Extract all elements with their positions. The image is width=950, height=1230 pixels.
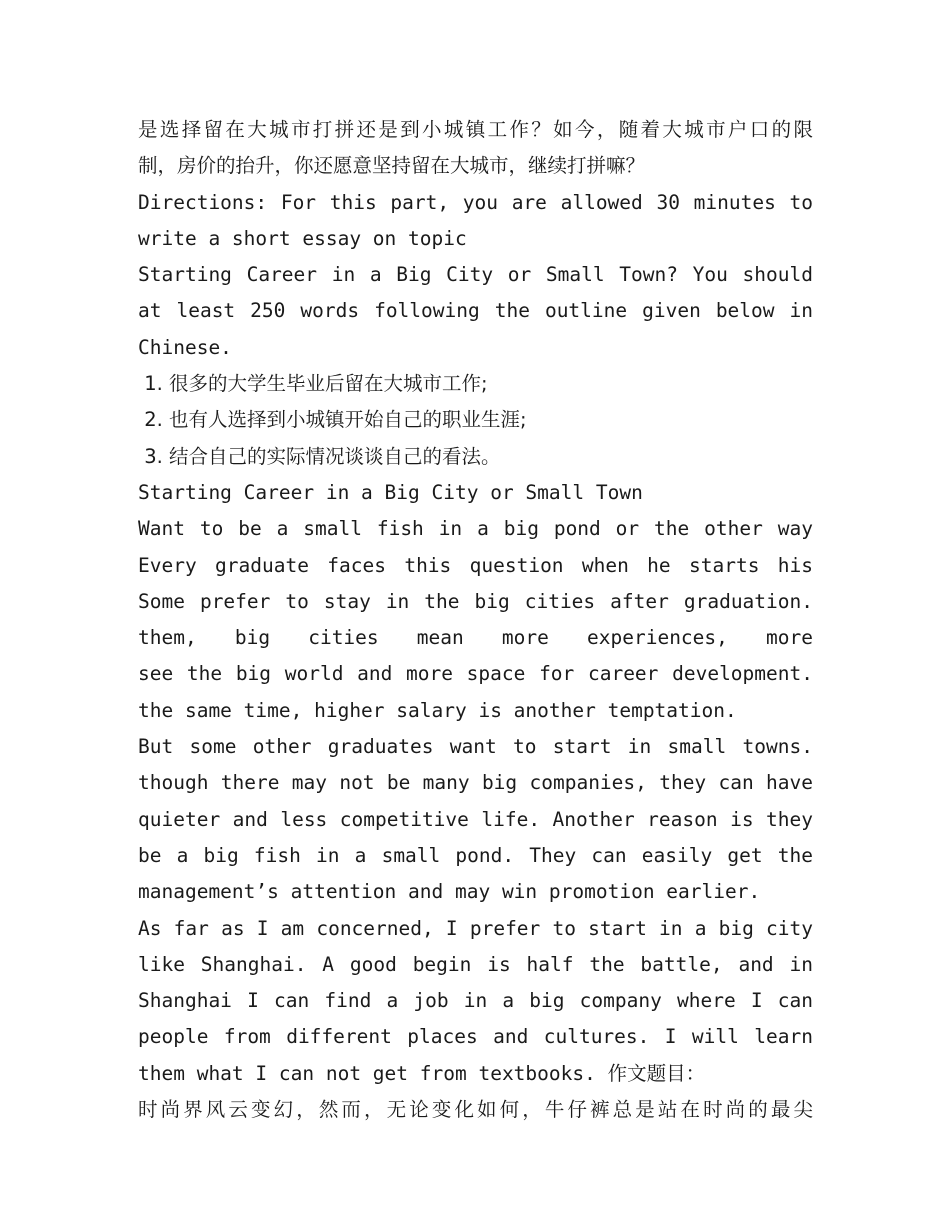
text-line: As far as I am concerned, I prefer to start in a big city bbox=[138, 916, 813, 940]
text-line: 1. 很多的大学生毕业后留在大城市工作; bbox=[138, 372, 488, 396]
text-line: the same time, higher salary is another temptation. bbox=[138, 698, 737, 722]
text-line: people from different places and cultures. I will learn bbox=[138, 1025, 813, 1049]
text-line: 制，房价的抬升，你还愿意坚持留在大城市，继续打拼嘛？ bbox=[138, 154, 646, 178]
text-line: Shanghai I can find a job in a big company where I can bbox=[138, 989, 813, 1013]
text-line: write a short essay on topic bbox=[138, 226, 467, 250]
text-line: 3. 结合自己的实际情况谈谈自己的看法。 bbox=[138, 444, 501, 468]
text-line: like Shanghai. A good begin is half the battle, and in bbox=[138, 952, 813, 976]
text-line: them what I can not get from textbooks. 作文题目： bbox=[138, 1061, 706, 1085]
text-line: 2. 也有人选择到小城镇开始自己的职业生涯; bbox=[138, 408, 527, 432]
text-line: 时尚界风云变幻，然而，无论变化如何，牛仔裤总是站在时尚的最尖 bbox=[138, 1098, 813, 1122]
text-line: at least 250 words following the outline given below in bbox=[138, 299, 813, 323]
text-line: though there may not be many big companies, they can have bbox=[138, 771, 813, 795]
text-line: see the big world and more space for career development. bbox=[138, 662, 813, 686]
text-line: them, big cities mean more experiences, more bbox=[138, 626, 813, 650]
document-page bbox=[138, 112, 813, 1128]
text-line: Directions: For this part, you are allowed 30 minutes to bbox=[138, 190, 813, 214]
text-line: 是选择留在大城市打拼还是到小城镇工作？如今，随着大城市户口的限 bbox=[138, 118, 813, 141]
text-line: But some other graduates want to start in small towns. bbox=[138, 735, 813, 759]
text-line: Every graduate faces this question when he starts his bbox=[138, 553, 813, 577]
text-line: management’s attention and may win promotion earlier. bbox=[138, 880, 761, 904]
text-line: Starting Career in a Big City or Small Town bbox=[138, 480, 643, 504]
text-line: Some prefer to stay in the big cities after graduation. bbox=[138, 589, 813, 613]
text-line: quieter and less competitive life. Another reason is they bbox=[138, 807, 813, 831]
text-line: Starting Career in a Big City or Small Town? You should bbox=[138, 263, 813, 287]
text-line: Want to be a small fish in a big pond or the other way bbox=[138, 517, 813, 541]
text-line: be a big fish in a small pond. They can easily get the bbox=[138, 843, 813, 867]
text-line: Chinese. bbox=[138, 335, 232, 359]
